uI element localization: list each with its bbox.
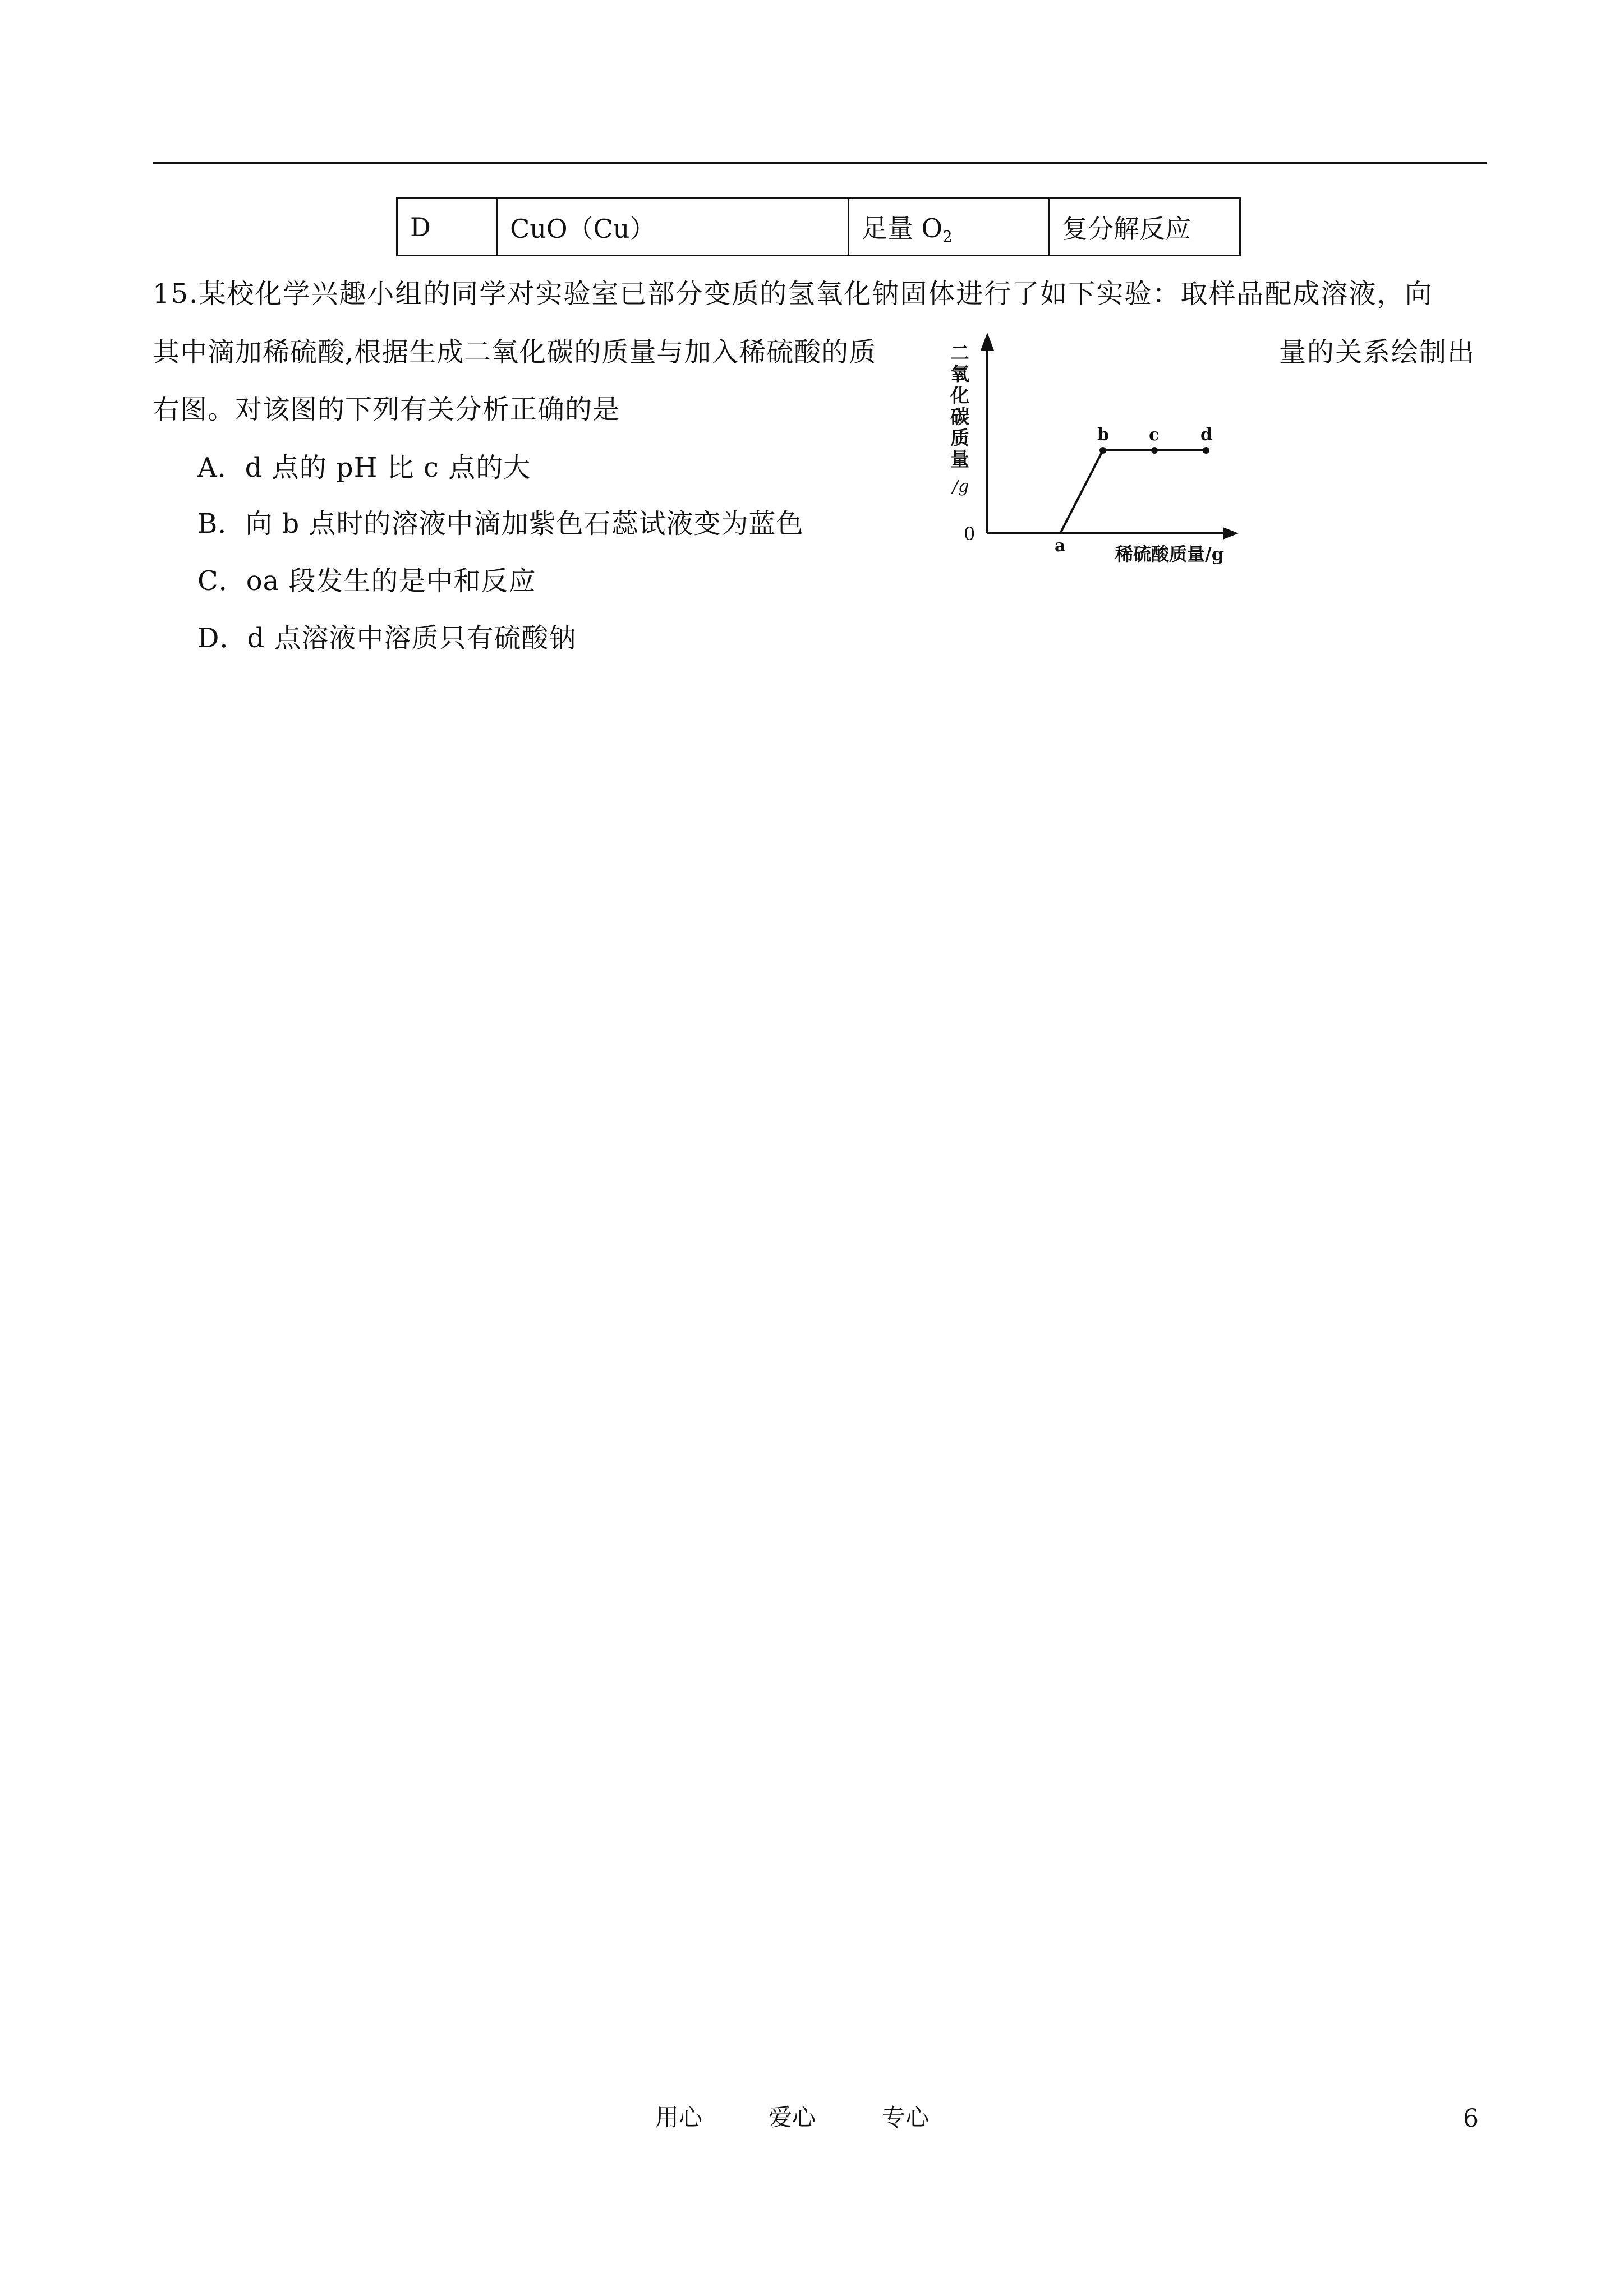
question-line-1: 15.某校化学兴趣小组的同学对实验室已部分变质的氢氧化钠固体进行了如下实验：取样品配成溶液，向 (153, 278, 1433, 310)
header-rule (153, 162, 1487, 164)
option-b: B．向 b 点时的溶液中滴加紫色石蕊试液变为蓝色 (197, 508, 804, 540)
y-axis-arrow (981, 333, 994, 351)
reagent-text: 足量 O (861, 213, 943, 243)
answer-table (396, 197, 1241, 256)
footer-item-1: 用心 (655, 2104, 703, 2131)
y-axis-label-unit: /g (953, 477, 969, 496)
y-axis-label-char: 氧 (950, 363, 969, 386)
x-axis-arrow (1223, 527, 1239, 540)
page-number: 6 (1463, 2104, 1479, 2133)
table-cell-label: D (397, 199, 497, 256)
answer-table-body (396, 197, 1241, 256)
point-d-label: d (1200, 425, 1212, 445)
y-axis-label-char: 量 (950, 449, 969, 471)
point-d-marker (1203, 447, 1209, 454)
footer-item-2: 爱心 (769, 2104, 816, 2131)
question-line-3: 右图。对该图的下列有关分析正确的是 (153, 394, 620, 425)
option-c: C．oa 段发生的是中和反应 (197, 565, 536, 597)
origin-label: 0 (964, 523, 976, 545)
question-line-2-right: 量的关系绘制出 (1279, 336, 1476, 368)
table-cell-method: 复分解反应 (1048, 199, 1240, 256)
co2-series-line (1060, 450, 1206, 533)
y-axis-label-char: 碳 (950, 406, 969, 428)
reagent-subscript: 2 (942, 227, 953, 246)
point-c-label: c (1149, 425, 1160, 445)
y-axis-label-char: 化 (950, 385, 969, 407)
point-b-marker (1099, 447, 1106, 454)
y-axis-label-char: 质 (950, 427, 969, 450)
table-cell-substance: CuO（Cu） (497, 199, 849, 256)
question-line-2-left: 其中滴加稀硫酸,根据生成二氧化碳的质量与加入稀硫酸的质 (153, 336, 877, 368)
option-d: D．d 点溶液中溶质只有硫酸钠 (197, 623, 577, 654)
option-a: A．d 点的 pH 比 c 点的大 (197, 452, 531, 483)
co2-chart (942, 328, 1257, 575)
table-cell-reagent (848, 199, 1048, 256)
footer-item-3: 专心 (882, 2104, 930, 2131)
table-row (397, 199, 1240, 256)
point-a-label: a (1055, 536, 1066, 556)
x-axis-label: 稀硫酸质量/g (1115, 543, 1225, 565)
point-b-label: b (1097, 425, 1109, 445)
point-c-marker (1151, 447, 1158, 454)
y-axis-label-char: 二 (950, 342, 969, 365)
